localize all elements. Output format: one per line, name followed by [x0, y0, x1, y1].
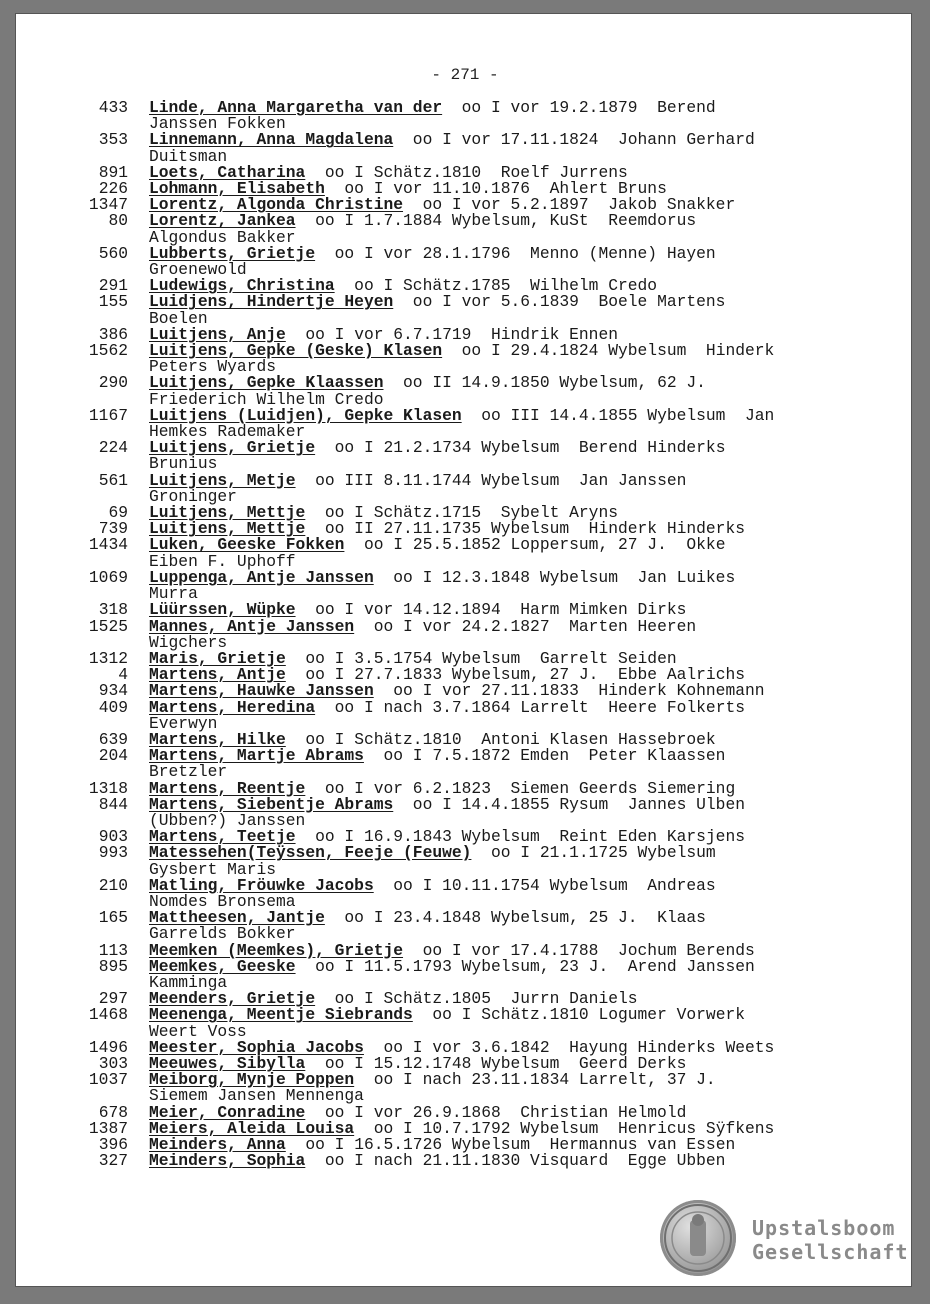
entry-number: 1387 — [88, 1118, 128, 1138]
entry-name: Ludewigs, Christina — [149, 276, 335, 296]
entry-name: Luitjens, Metje — [149, 470, 296, 490]
entry-name: Martens, Teetje — [149, 827, 296, 847]
entry — [0, 537, 930, 569]
entry-marriage: oo I vor 3.6.1842 Hayung Hinderks Weets — [363, 1037, 775, 1057]
entry-number: 678 — [98, 1102, 128, 1122]
entry-continuation: Algondus Bakker — [149, 227, 296, 247]
entry-marriage: oo I vor 17.11.1824 Johann Gerhard — [393, 130, 755, 150]
entry-number: 891 — [98, 162, 128, 182]
entry-number: 396 — [98, 1135, 128, 1154]
entry — [0, 243, 930, 280]
entry-name: Martens, Antje — [149, 665, 286, 685]
entry-name: Martens, Martje Abrams — [149, 746, 364, 766]
entry-marriage: oo I vor 14.12.1894 Harm Mimken Dirks — [295, 600, 687, 620]
entry-line — [0, 132, 930, 148]
page-number: - 271 - — [431, 66, 499, 84]
entry-name: Maris, Grietje — [149, 648, 286, 668]
entry-name: Luitjens, Mettje — [149, 503, 306, 523]
entry-line — [0, 910, 930, 926]
entry-number: 204 — [98, 746, 128, 766]
entry-number: 226 — [98, 179, 128, 199]
entry-number: 639 — [98, 729, 128, 749]
entry-marriage: oo I Schätz.1715 Sybelt Aryns — [305, 503, 618, 523]
entry-name: Meinders, Anna — [149, 1135, 286, 1154]
entry — [0, 343, 930, 375]
entry-name: Lohmann, Elisabeth — [149, 179, 325, 199]
entry-continuation: Bretzler — [149, 762, 228, 782]
entry-name: Luken, Geeske Fokken — [149, 535, 345, 555]
entry-name: Martens, Hauwke Janssen — [149, 681, 374, 701]
entry-number: 1434 — [88, 535, 128, 555]
entry-number: 1525 — [88, 616, 128, 636]
entry-marriage: oo I Schätz.1810 Antoni Klasen Hassebroek — [285, 729, 716, 749]
entry-number: 1167 — [88, 405, 128, 425]
entry-marriage: oo I 12.3.1848 Wybelsum Jan Luikes — [373, 567, 736, 587]
entry-line — [0, 100, 930, 116]
entry-continuation: Gysbert Maris — [149, 859, 277, 879]
entry-continuation: Wigchers — [149, 632, 228, 652]
entry-marriage: oo I vor 26.9.1868 Christian Helmold — [305, 1102, 687, 1122]
entry — [0, 748, 930, 780]
entry-marriage: oo I vor 19.2.1879 Berend — [442, 98, 716, 117]
entry-marriage: oo I Schätz.1810 Roelf Jurrens — [305, 162, 628, 182]
entry-marriage: oo I 15.12.1748 Wybelsum Geerd Derks — [305, 1053, 687, 1073]
entry-marriage: oo I vor 6.2.1823 Siemen Geerds Siemering — [305, 778, 736, 798]
entry-name: Matessehen(Teÿssen, Feeje (Feuwe) — [149, 843, 472, 863]
entry-name: Meiers, Aleida Louisa — [149, 1118, 355, 1138]
entry-number: 318 — [98, 600, 128, 620]
entry-name: Luitjens, Gepke (Geske) Klasen — [149, 341, 443, 361]
entry — [0, 567, 930, 604]
entry-marriage: oo I 14.4.1855 Rysum Jannes Ulben — [393, 794, 745, 814]
society-name — [752, 1216, 909, 1264]
entry-number: 291 — [98, 276, 128, 296]
entry-number: 409 — [98, 697, 128, 717]
entry-continuation: Eiben F. Uphoff — [149, 551, 296, 571]
entry-name: Luppenga, Antje Janssen — [149, 567, 374, 587]
entry-marriage: oo I 25.5.1852 Loppersum, 27 J. Okke — [344, 535, 726, 555]
entry-name: Martens, Reentje — [149, 778, 306, 798]
entry-name: Martens, Heredina — [149, 697, 316, 717]
entry-name: Meiborg, Mynje Poppen — [149, 1070, 355, 1090]
entry — [0, 405, 930, 442]
entry-line — [0, 1153, 930, 1169]
entry-number: 297 — [98, 989, 128, 1009]
entry-marriage: oo I vor 27.11.1833 Hinderk Kohnemann — [373, 681, 765, 701]
entry-marriage: oo I 29.4.1824 Wybelsum Hinderk — [442, 341, 775, 361]
entry-number: 934 — [98, 681, 128, 701]
entry-number: 739 — [98, 519, 128, 539]
entry-continuation: Friederich Wilhelm Credo — [149, 389, 384, 409]
entry-continuation: Duitsman — [149, 146, 228, 166]
entry-number: 1318 — [88, 778, 128, 798]
entry-line — [0, 294, 930, 310]
entry-number: 1496 — [88, 1037, 128, 1057]
entry-continuation: Kamminga — [149, 972, 228, 992]
entry-marriage: oo III 14.4.1855 Wybelsum Jan — [461, 405, 775, 425]
entry-marriage: oo I 10.7.1792 Wybelsum Henricus Sÿfkens — [354, 1118, 775, 1138]
entry-number: 433 — [98, 98, 128, 117]
entry-marriage: oo I Schätz.1785 Wilhelm Credo — [334, 276, 658, 296]
entry-continuation: Everwyn — [149, 713, 218, 733]
entry-name: Lorentz, Jankea — [149, 211, 296, 231]
entry-number: 303 — [98, 1053, 128, 1073]
entry-line — [0, 375, 930, 391]
entry-continuation: Garrelds Bokker — [149, 924, 296, 944]
entry-line — [0, 956, 930, 976]
entry-marriage: oo I vor 5.6.1839 Boele Martens — [393, 292, 726, 312]
entry — [0, 845, 930, 877]
entry-line — [0, 537, 930, 553]
entry-number: 224 — [98, 438, 128, 458]
entry — [0, 794, 930, 830]
entry-marriage: oo I vor 5.2.1897 Jakob Snakker — [403, 195, 736, 215]
entry-number: 561 — [98, 470, 128, 490]
entry-marriage: oo I 16.5.1726 Wybelsum Hermannus van Essen — [285, 1135, 736, 1154]
entry-line — [0, 470, 930, 490]
entry-number: 290 — [98, 373, 128, 393]
entry-list — [0, 100, 930, 1169]
society-name-line2: Gesellschaft — [752, 1240, 909, 1264]
entry-number: 903 — [98, 827, 128, 847]
entry-marriage: oo I Schätz.1810 Logumer Vorwerk — [412, 1005, 746, 1025]
society-name-line1: Upstalsboom — [752, 1216, 896, 1240]
entry-name: Lorentz, Algonda Christine — [149, 195, 404, 215]
entry-marriage: oo I 23.4.1848 Wybelsum, 25 J. Klaas — [324, 908, 706, 928]
entry-marriage: oo I nach 3.7.1864 Larrelt Heere Folkerts — [315, 697, 746, 717]
entry-line — [0, 243, 930, 263]
entry-continuation: Nomdes Bronsema — [149, 891, 296, 911]
entry-continuation: Siemem Jansen Mennenga — [149, 1086, 364, 1106]
entry-name: Lubberts, Grietje — [149, 243, 316, 263]
entry-number: 386 — [98, 324, 128, 344]
entry-marriage: oo II 14.9.1850 Wybelsum, 62 J. — [383, 373, 706, 393]
entry-marriage: oo I Schätz.1805 Jurrn Daniels — [315, 989, 638, 1009]
entry — [0, 1153, 930, 1169]
entry-marriage: oo I 16.9.1843 Wybelsum Reint Eden Karsjens — [295, 827, 745, 847]
entry-marriage: oo III 8.11.1744 Wybelsum Jan Janssen — [295, 470, 687, 490]
entry-marriage: oo I nach 23.11.1834 Larrelt, 37 J. — [354, 1070, 716, 1090]
society-seal-icon — [660, 1200, 736, 1276]
entry-name: Luitjens, Anje — [149, 324, 286, 344]
entry — [0, 470, 930, 506]
entry-name: Loets, Catharina — [149, 162, 306, 182]
entry — [0, 294, 930, 326]
entry-marriage: oo I vor 6.7.1719 Hindrik Ennen — [285, 324, 618, 344]
entry-name: Mattheesen, Jantje — [149, 908, 325, 928]
entry-marriage: oo I vor 24.2.1827 Marten Heeren — [354, 616, 697, 636]
entry-name: Linde, Anna Margaretha van der — [149, 98, 443, 117]
entry-marriage: oo I 21.1.1725 Wybelsum — [471, 843, 716, 863]
entry-line — [0, 845, 930, 861]
entry-number: 69 — [108, 503, 128, 523]
entry-marriage: oo II 27.11.1735 Wybelsum Hinderk Hinderks — [305, 519, 745, 539]
entry-line — [0, 405, 930, 425]
entry-name: Matling, Fröuwke Jacobs — [149, 875, 374, 895]
entry-number: 165 — [98, 908, 128, 928]
entry-number: 4 — [118, 665, 128, 685]
entry — [0, 132, 930, 164]
entry-number: 895 — [98, 956, 128, 976]
entry-number: 353 — [98, 130, 128, 150]
entry-line — [0, 213, 930, 229]
entry-marriage: oo I 10.11.1754 Wybelsum Andreas — [373, 875, 716, 895]
entry — [0, 440, 930, 472]
entry-marriage: oo I 7.5.1872 Emden Peter Klaassen — [363, 746, 726, 766]
entry-marriage: oo I 1.7.1884 Wybelsum, KuSt Reemdorus — [295, 211, 697, 231]
entry-continuation: Murra — [149, 584, 198, 604]
entry-name: Luitjens, Mettje — [149, 519, 306, 539]
entry-marriage: oo I 27.7.1833 Wybelsum, 27 J. Ebbe Aalrichs — [285, 665, 746, 685]
entry-number: 844 — [98, 794, 128, 814]
entry-name: Lüürssen, Wüpke — [149, 600, 296, 620]
entry-number: 113 — [98, 940, 128, 960]
entry-number: 1069 — [88, 567, 128, 587]
entry-line — [0, 875, 930, 895]
entry-name: Meester, Sophia Jacobs — [149, 1037, 364, 1057]
entry — [0, 375, 930, 407]
entry-name: Meenders, Grietje — [149, 989, 316, 1009]
entry-line — [0, 748, 930, 764]
entry-line — [0, 440, 930, 456]
entry-name: Meemkes, Geeske — [149, 956, 296, 976]
entry-continuation: Groninger — [149, 486, 237, 506]
entry-number: 80 — [108, 211, 128, 231]
entry — [0, 875, 930, 911]
entry-marriage: oo I nach 21.11.1830 Visquard Egge Ubben — [305, 1151, 726, 1171]
entry-name: Mannes, Antje Janssen — [149, 616, 355, 636]
entry-marriage: oo I vor 28.1.1796 Menno (Menne) Hayen — [315, 243, 716, 263]
entry-name: Meenenga, Meentje Siebrands — [149, 1005, 413, 1025]
entry-line — [0, 567, 930, 587]
entry-number: 560 — [98, 243, 128, 263]
entry-continuation: (Ubben?) Janssen — [149, 810, 306, 830]
entry — [0, 213, 930, 245]
entry — [0, 910, 930, 942]
entry-line — [0, 616, 930, 636]
entry-continuation: Hemkes Rademaker — [149, 422, 306, 442]
entry-line — [0, 1072, 930, 1088]
entry-name: Meeuwes, Sibylla — [149, 1053, 306, 1073]
entry-number: 1562 — [88, 341, 128, 361]
entry-continuation: Boelen — [149, 308, 208, 328]
entry-continuation: Weert Voss — [149, 1021, 247, 1041]
entry-name: Luidjens, Hindertje Heyen — [149, 292, 394, 312]
entry-number: 210 — [98, 875, 128, 895]
entry — [0, 1007, 930, 1039]
entry — [0, 697, 930, 733]
entry-marriage: oo I vor 11.10.1876 Ahlert Bruns — [324, 179, 667, 199]
entry-name: Luitjens, Grietje — [149, 438, 316, 458]
entry-marriage: oo I 11.5.1793 Wybelsum, 23 J. Arend Janssen — [295, 956, 755, 976]
entry-name: Luitjens, Gepke Klaassen — [149, 373, 384, 393]
entry — [0, 956, 930, 992]
entry-name: Meier, Conradine — [149, 1102, 306, 1122]
entry-number: 993 — [98, 843, 128, 863]
entry-line — [0, 794, 930, 814]
entry-number: 327 — [98, 1151, 128, 1171]
entry-continuation: Groenewold — [149, 260, 247, 280]
entry-continuation: Brunius — [149, 454, 218, 474]
entry-name: Martens, Hilke — [149, 729, 286, 749]
entry — [0, 1072, 930, 1104]
entry-number: 155 — [98, 292, 128, 312]
entry-marriage: oo I 21.2.1734 Wybelsum Berend Hinderks — [315, 438, 726, 458]
entry-number: 1468 — [88, 1005, 128, 1025]
entry-name: Luitjens (Luidjen), Gepke Klasen — [149, 405, 462, 425]
entry-continuation: Janssen Fokken — [149, 114, 286, 134]
entry — [0, 100, 930, 132]
entry-name: Linnemann, Anna Magdalena — [149, 130, 394, 150]
entry-marriage: oo I 3.5.1754 Wybelsum Garrelt Seiden — [285, 648, 677, 668]
entry-continuation: Peters Wyards — [149, 357, 277, 377]
entry-name: Martens, Siebentje Abrams — [149, 794, 394, 814]
entry-line — [0, 1007, 930, 1023]
entry-marriage: oo I vor 17.4.1788 Jochum Berends — [403, 940, 755, 960]
entry-number: 1312 — [88, 648, 128, 668]
entry-name: Meemken (Meemkes), Grietje — [149, 940, 404, 960]
entry — [0, 616, 930, 652]
entry-number: 1347 — [88, 195, 128, 215]
entry-number: 1037 — [88, 1070, 128, 1090]
entry-line — [0, 697, 930, 717]
entry-name: Meinders, Sophia — [149, 1151, 306, 1171]
entry-line — [0, 343, 930, 359]
